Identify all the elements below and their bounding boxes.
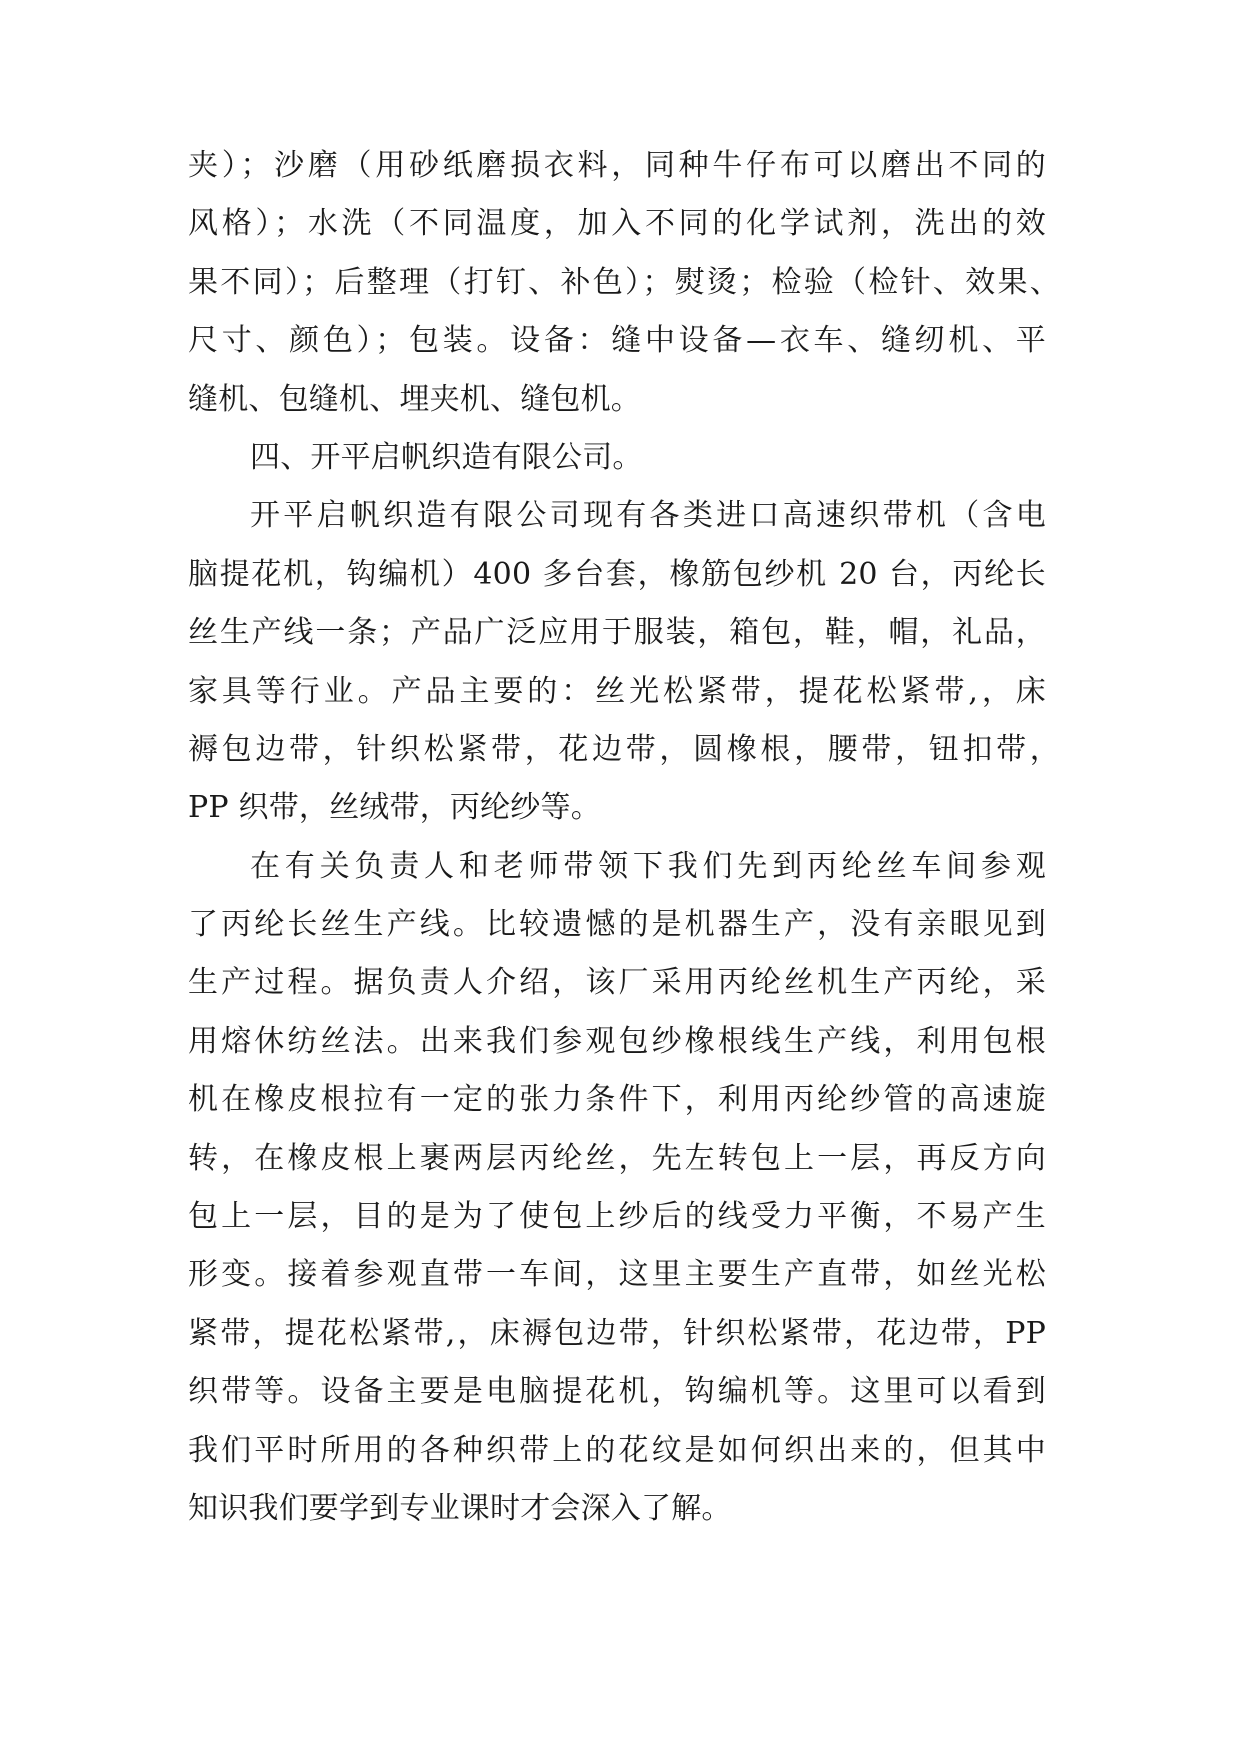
section-heading: 四、开平启帆织造有限公司。 (250, 439, 643, 475)
text-line: 丝生产线一条；产品广泛应用于服装，箱包，鞋，帽，礼品， (188, 615, 1046, 651)
text-line: 用熔休纺丝法。出来我们参观包纱橡根线生产线，利用包根 (188, 1023, 1046, 1059)
text-line: 脑提花机，钩编机）400 多台套，橡筋包纱机 20 台，丙纶长 (188, 556, 1046, 592)
text-line: PP 织带，丝绒带，丙纶纱等。 (188, 790, 601, 826)
text-line: 我们平时所用的各种织带上的花纹是如何织出来的，但其中 (188, 1432, 1046, 1468)
text-line: 尺寸、颜色）；包装。设备：缝中设备—衣车、缝纫机、平 (188, 323, 1046, 359)
text-line: 果不同）；后整理（打钉、补色）；熨烫；检验（检针、效果、 (188, 264, 1060, 300)
text-line: 在有关负责人和老师带领下我们先到丙纶丝车间参观 (250, 848, 1046, 884)
text-line: 机在橡皮根拉有一定的张力条件下，利用丙纶纱管的高速旋 (188, 1082, 1046, 1118)
text-line: 了丙纶长丝生产线。比较遗憾的是机器生产，没有亲眼见到 (188, 907, 1046, 943)
text-line: 家具等行业。产品主要的：丝光松紧带，提花松紧带,，床 (188, 673, 1046, 709)
document-body (188, 137, 1198, 1538)
text-line: 夹）；沙磨（用砂纸磨损衣料，同种牛仔布可以磨出不同的 (188, 148, 1046, 183)
text-line: 包上一层，目的是为了使包上纱后的线受力平衡，不易产生 (188, 1199, 1046, 1235)
text-line: 风格）；水洗（不同温度，加入不同的化学试剂，洗出的效 (188, 206, 1046, 242)
text-line: 紧带，提花松紧带,，床褥包边带，针织松紧带，花边带，PP (188, 1315, 1046, 1351)
text-line: 知识我们要学到专业课时才会深入了解。 (188, 1490, 732, 1526)
text-line: 织带等。设备主要是电脑提花机，钩编机等。这里可以看到 (188, 1374, 1046, 1410)
text-line: 缝机、包缝机、埋夹机、缝包机。 (188, 381, 641, 417)
text-line: 转，在橡皮根上裹两层丙纶丝，先左转包上一层，再反方向 (188, 1140, 1046, 1176)
text-line: 生产过程。据负责人介绍，该厂采用丙纶丝机生产丙纶，采 (188, 965, 1046, 1001)
text-line: 褥包边带，针织松紧带，花边带，圆橡根，腰带，钮扣带， (188, 731, 1060, 767)
text-line: 开平启帆织造有限公司现有各类进口高速织带机（含电 (250, 498, 1046, 534)
text-line: 形变。接着参观直带一车间，这里主要生产直带，如丝光松 (188, 1257, 1046, 1293)
